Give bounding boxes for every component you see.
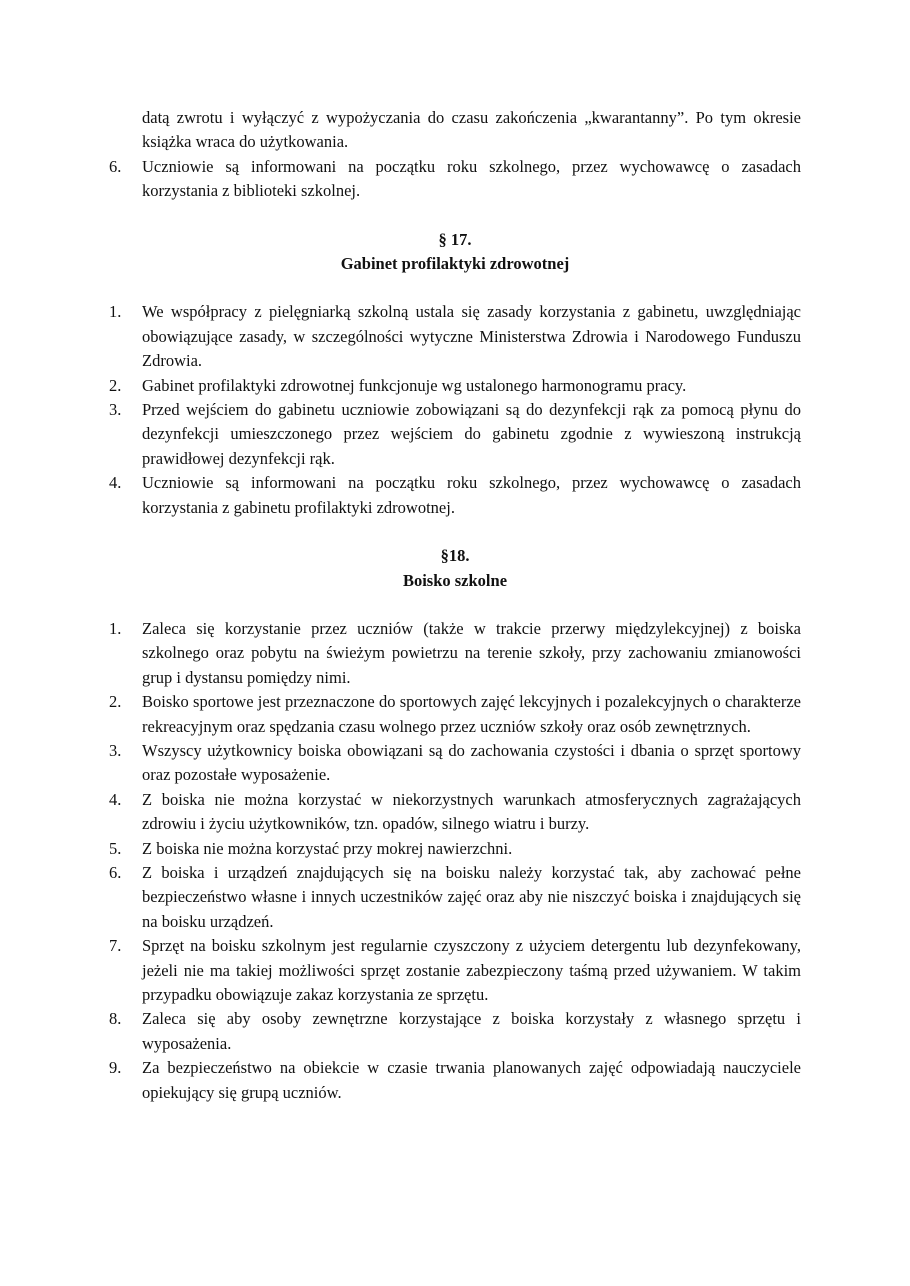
- item-number: 2.: [109, 692, 122, 712]
- list-item: [109, 155, 801, 204]
- continued-paragraph: datą zwrotu i wyłączyć z wypożyczania do czasu zakończenia „kwarantanny”. Po tym okresie książka wraca do użytkowania.: [142, 108, 801, 152]
- item-text: Sprzęt na boisku szkolnym jest regularnie czyszczony z użyciem detergentu lub dezynfekowany, jeżeli nie ma takiej możliwości sprzęt zostanie zabezpieczony taśmą przed używaniem. W takim przypadku obowiązuje zakaz korzystania ze sprzętu.: [142, 936, 801, 1004]
- item-text: We współpracy z pielęgniarką szkolną ustala się zasady korzystania z gabinetu, uwzględniając obowiązujące zasady, w szczególności wytyczne Ministerstwa Zdrowia i Narodowego Funduszu Zdrowia.: [142, 302, 801, 371]
- item-number: 9.: [109, 1058, 122, 1078]
- list-item: [109, 1007, 801, 1056]
- item-number: 1.: [109, 302, 122, 322]
- list-item: [109, 300, 801, 373]
- item-number: 5.: [109, 838, 122, 858]
- item-number: 8.: [109, 1009, 122, 1029]
- section-17: [109, 228, 801, 520]
- item-number: 3.: [109, 400, 122, 420]
- section-17-title: Gabinet profilaktyki zdrowotnej: [340, 254, 570, 274]
- section-17-number: § 17.: [438, 229, 472, 249]
- list-item: [109, 861, 801, 934]
- list-item: [109, 617, 801, 690]
- list-item: [109, 934, 801, 1007]
- item-text: Boisko sportowe jest przeznaczone do sportowych zajęć lekcyjnych i pozalekcyjnych o charakterze rekreacyjnym oraz spędzania czasu wolnego przez uczniów szkoły oraz osób zewnętrznych.: [142, 692, 801, 736]
- item-number: 6.: [109, 862, 122, 882]
- item-text: Uczniowie są informowani na początku roku szkolnego, przez wychowawcę o zasadach korzystania z biblioteki szkolnej.: [142, 156, 801, 201]
- item-text: Z boiska nie można korzystać w niekorzystnych warunkach atmosferycznych zagrażających zdrowiu i życiu użytkowników, tzn. opadów, silnego wiatru i burzy.: [142, 789, 801, 834]
- item-text: Zaleca się korzystanie przez uczniów (także w trakcie przerwy międzylekcyjnej) z boiska szkolnego oraz pobytu na świeżym powietrzu na terenie szkoły, przy zachowaniu zmianowości grup i dystansu pomiędzy nimi.: [142, 618, 801, 687]
- item-text: Z boiska nie można korzystać przy mokrej nawierzchni.: [142, 838, 513, 858]
- list-item: [109, 739, 801, 788]
- section-18-list: [109, 617, 801, 1105]
- item-text: Uczniowie są informowani na początku roku szkolnego, przez wychowawcę o zasadach korzystania z gabinetu profilaktyki zdrowotnej.: [142, 473, 801, 517]
- item-text: Zaleca się aby osoby zewnętrzne korzystające z boiska korzystały z własnego sprzętu i wyposażenia.: [142, 1009, 801, 1053]
- section-18-number: §18.: [440, 546, 470, 566]
- list-item: [109, 471, 801, 520]
- item-number: 2.: [109, 375, 122, 395]
- item-number: 1.: [109, 618, 122, 638]
- section-18: [109, 544, 801, 1105]
- list-item: [109, 374, 801, 398]
- item-number: 4.: [109, 789, 122, 809]
- item-text: Przed wejściem do gabinetu uczniowie zobowiązani są do dezynfekcji rąk za pomocą płynu do dezynfekcji umieszczonego przez wejściem do gabinetu zgodnie z wywieszoną instrukcją prawidłowej dezynfekcji rąk.: [142, 400, 801, 468]
- list-item: [109, 690, 801, 739]
- list-item: [109, 1056, 801, 1105]
- section-18-title: Boisko szkolne: [402, 570, 508, 590]
- item-text: Z boiska i urządzeń znajdujących się na boisku należy korzystać tak, aby zachować pełne bezpieczeństwo własne i innych uczestników zajęć oraz aby nie niszczyć boiska i znajdujących się na boisku urządzeń.: [142, 862, 801, 931]
- section-17-list: [109, 300, 801, 520]
- list-item: [109, 788, 801, 837]
- item-text: Gabinet profilaktyki zdrowotnej funkcjonuje wg ustalonego harmonogramu pracy.: [142, 375, 687, 395]
- item-number: 3.: [109, 740, 122, 760]
- item-number: 6.: [109, 156, 122, 176]
- item-number: 7.: [109, 936, 122, 956]
- intro-list: [109, 155, 801, 204]
- item-text: Wszyscy użytkownicy boiska obowiązani są do zachowania czystości i dbania o sprzęt sportowy oraz pozostałe wyposażenie.: [142, 740, 801, 785]
- list-item: [109, 837, 801, 861]
- item-number: 4.: [109, 473, 122, 493]
- item-text: Za bezpieczeństwo na obiekcie w czasie trwania planowanych zajęć odpowiadają nauczyciele opiekujący się grupą uczniów.: [142, 1058, 801, 1102]
- list-item: [109, 398, 801, 471]
